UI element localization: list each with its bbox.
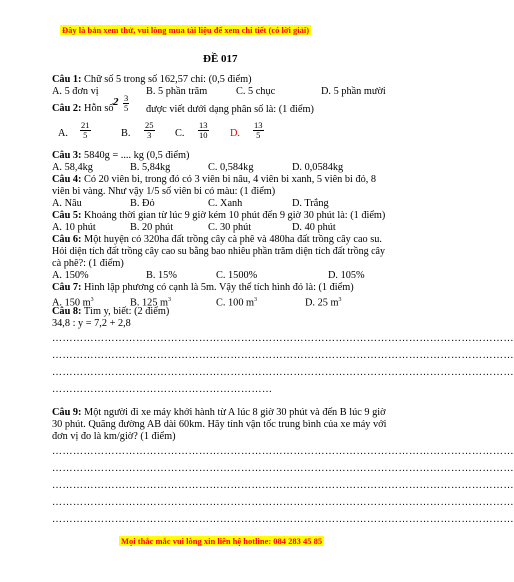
fraction-denominator: 3 — [147, 130, 152, 140]
option-c: C. 1500% — [216, 270, 258, 281]
question-8 — [52, 306, 169, 318]
question-label: Câu 5: — [52, 210, 82, 221]
option-d: D. Trắng — [292, 198, 329, 209]
fraction-denominator: 5 — [124, 103, 129, 113]
option-b-letter: B. — [121, 128, 131, 139]
option-d-letter: D. — [230, 128, 241, 139]
question-text-after: được viết dưới dạng phân số là: (1 điểm) — [146, 104, 314, 115]
option-a-letter: A. — [58, 128, 69, 139]
option-b: B. Đỏ — [130, 198, 155, 209]
fraction-numerator: 13 — [254, 120, 263, 130]
question-text-line-2: Hỏi diện tích đất trồng cây cao su bằng bao nhiêu phần trăm diện tích đất trồng cây — [52, 246, 385, 257]
question-label: Câu 9: — [52, 407, 82, 418]
answer-line: …………………………………………………………………………………………………………………… — [52, 333, 514, 344]
answer-line: …………………………………………………………………………………………………………………… — [52, 514, 514, 525]
question-3 — [52, 150, 189, 162]
mixed-number-fraction — [123, 94, 129, 113]
option-d: D. 5 phần mười — [321, 86, 386, 97]
question-1 — [52, 74, 252, 86]
answer-line: …………………………………………………………………………………………………………………… — [52, 350, 514, 361]
answer-line: …………………………………………………………………………………………………………………… — [52, 497, 514, 508]
option-d: D. 40 phút — [292, 222, 336, 233]
option-b-fraction — [144, 121, 155, 140]
fraction-denominator: 10 — [199, 130, 208, 140]
option-d: D. 0,0584kg — [292, 162, 344, 173]
option-b: B. 15% — [146, 270, 177, 281]
option-c-letter: C. — [175, 128, 185, 139]
option-a-fraction — [80, 121, 91, 140]
question-text: Tìm y, biết: (2 điểm) — [83, 306, 170, 317]
question-text: 5840g = .... kg (0,5 điểm) — [84, 150, 190, 161]
question-text-line-1: Một người đi xe máy khởi hành từ A lúc 8 giờ 30 phút và đến B lúc 9 giờ — [84, 407, 386, 418]
question-6 — [52, 234, 382, 246]
option-c: C. 0,584kg — [208, 162, 254, 173]
question-text: Chữ số 5 trong số 162,57 chỉ: (0,5 điểm) — [84, 74, 252, 85]
question-label: Câu 6: — [52, 234, 82, 245]
option-d: D. 25 $m^3$ — [305, 297, 342, 309]
option-d-fraction — [253, 121, 264, 140]
option-a: A. 150 $m^3$ — [52, 297, 94, 309]
preview-notice-banner: Đây là bản xem thử, vui lòng mua tài liệu để xem chi tiết (có lời giải) — [62, 25, 310, 35]
question-text-before: Hỗn số — [84, 103, 114, 114]
option-b: B. 20 phút — [130, 222, 174, 233]
answer-line: …………………………………………………………………………………………………………………… — [52, 367, 514, 378]
option-d: D. 105% — [328, 270, 365, 281]
fraction-denominator: 5 — [256, 130, 261, 140]
question-label: Câu 4: — [52, 174, 82, 185]
question-text-line-2: viên bi vàng. Như vậy 1/5 số viên bi có màu: (1 điểm) — [52, 186, 276, 197]
question-label: Câu 7: — [52, 282, 82, 293]
option-a: A. 10 phút — [52, 222, 96, 233]
question-5 — [52, 210, 385, 222]
question-9 — [52, 407, 386, 419]
fraction-denominator: 5 — [83, 130, 88, 140]
fraction-numerator: 25 — [145, 120, 154, 130]
question-label: Câu 1: — [52, 74, 82, 85]
option-c: C. Xanh — [208, 198, 243, 209]
answer-line: …………………………………………………………………………………………………………………… — [52, 463, 514, 474]
question-4 — [52, 174, 376, 186]
option-a: A. 5 đơn vị — [52, 86, 99, 97]
question-label: Câu 2: — [52, 103, 82, 114]
option-c: C. 5 chục — [236, 86, 276, 97]
fraction-numerator: 21 — [81, 120, 90, 130]
option-b: B. 125 $m^3$ — [130, 297, 172, 309]
question-text-line-3: đơn vị đo là km/giờ? (1 điểm) — [52, 431, 176, 442]
question-label: Câu 8: — [52, 306, 82, 317]
option-a: A. 58,4kg — [52, 162, 93, 173]
option-a: A. Nâu — [52, 198, 82, 209]
question-text: Khoảng thời gian từ lúc 9 giờ kém 10 phút đến 9 giờ 30 phút là: (1 điểm) — [84, 210, 386, 221]
mixed-number-whole: 2 — [113, 96, 119, 108]
question-text-line-2: 30 phút. Quãng đường AB dài 60km. Hãy tính vận tốc trung bình của xe máy với — [52, 419, 387, 430]
option-b: B. 5,84kg — [130, 162, 171, 173]
option-c: C. 30 phút — [208, 222, 252, 233]
exam-title: ĐỀ 017 — [203, 53, 238, 65]
option-b: B. 5 phần trăm — [146, 86, 208, 97]
question-text-line-1: Có 20 viên bi, trong đó có 3 viên bi nâu, 4 viên bi xanh, 5 viên bi đỏ, 8 — [84, 174, 377, 185]
question-text-line-1: Một huyện có 320ha đất trồng cây cà phê và 480ha đất trồng cây cao su. — [84, 234, 382, 245]
hotline-footer: Mọi thắc mắc vui lòng xin liên hệ hotline: 084 283 45 85 — [121, 536, 323, 546]
fraction-numerator: 13 — [199, 120, 208, 130]
question-text-line-3: cà phê?: (1 điểm) — [52, 258, 124, 269]
equation: 34,8 : y = 7,2 + 2,8 — [52, 318, 131, 329]
question-7 — [52, 282, 354, 294]
question-2 — [52, 103, 114, 115]
answer-line: ……………………………………………………… — [52, 384, 273, 395]
question-label: Câu 3: — [52, 150, 82, 161]
answer-line: …………………………………………………………………………………………………………………… — [52, 480, 514, 491]
option-c: C. 100 $m^3$ — [216, 297, 258, 309]
option-a: A. 150% — [52, 270, 89, 281]
answer-line: …………………………………………………………………………………………………………………… — [52, 446, 514, 457]
question-text: Hình lập phương có cạnh là 5m. Vậy thể tích hình đó là: (1 điểm) — [84, 282, 354, 293]
fraction-numerator: 3 — [124, 93, 129, 103]
option-c-fraction — [198, 121, 209, 140]
